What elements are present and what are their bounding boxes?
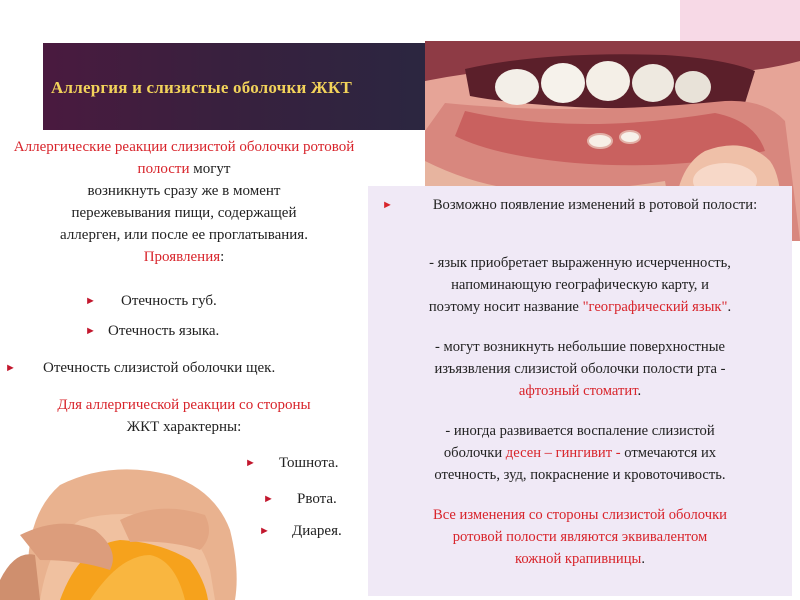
geographic-tongue-paragraph [368, 252, 792, 318]
slide-title: Аллергия и слизистые оболочки ЖКТ [51, 78, 352, 97]
manifestations-colon: : [220, 249, 225, 265]
triangle-bullet-icon: ► [259, 525, 270, 537]
triangle-bullet-icon: ► [5, 362, 16, 374]
corner-accent-strip [680, 0, 800, 41]
conclusion-period: . [641, 551, 645, 567]
gingivitis-term: десен – гингивит - [505, 445, 621, 461]
gingivitis-line-2: оболочки [443, 445, 506, 461]
oral-reaction-paragraph [0, 136, 368, 268]
aphthous-stomatitis-paragraph [368, 336, 792, 402]
title-band [43, 43, 425, 130]
oral-reaction-line-4: аллерген, или после ее проглатывания. [60, 227, 308, 243]
gingivitis-line-2-end: отмечаются их [620, 445, 717, 461]
abdominal-pain-photo [0, 460, 300, 600]
urticaria-conclusion-paragraph [368, 504, 792, 570]
geographic-tongue-period: . [727, 299, 732, 315]
oral-reaction-line-3: пережевывания пищи, содержащей [71, 205, 297, 221]
oral-reaction-text: могут [189, 161, 231, 177]
triangle-bullet-icon: ► [382, 199, 393, 211]
gi-symptom-item: ► Рвота. [276, 488, 337, 510]
conclusion-line-1: Все изменения со стороны слизистой оболочки [433, 507, 727, 523]
aphthous-period: . [637, 383, 642, 399]
oral-reaction-red-text: Аллергические реакции слизистой оболочки ротовой полости [13, 139, 355, 177]
geographic-tongue-line-1: - язык приобретает выраженную исчерченность, [429, 255, 731, 271]
gingivitis-line-1: - иногда развивается воспаление слизистой [445, 423, 715, 439]
triangle-bullet-icon: ► [245, 457, 256, 469]
geographic-tongue-term: "географический язык" [582, 299, 728, 315]
manifestation-item: ► Отечность губ. [98, 290, 217, 312]
triangle-bullet-icon: ► [85, 325, 96, 337]
abdominal-pain-illustration [0, 460, 300, 600]
oral-changes-lead: ► Возможно появление изменений в ротовой полости: [368, 194, 792, 216]
right-text-panel [368, 186, 792, 596]
aphthous-line-1: - могут возникнуть небольшие поверхностные [434, 339, 726, 355]
geographic-tongue-line-2: напоминающую географическую карту, и [451, 277, 709, 293]
triangle-bullet-icon: ► [263, 493, 274, 505]
geographic-tongue-line-3: поэтому носит название [428, 299, 583, 315]
manifestation-item: ► Отечность слизистой оболочки щек. [18, 357, 275, 379]
gingivitis-line-3: отечность, зуд, покраснение и кровоточивость. [434, 467, 726, 483]
conclusion-line-2: ротовой полости являются эквивалентом [452, 529, 708, 545]
left-text-panel [0, 130, 368, 460]
gingivitis-paragraph [368, 420, 792, 486]
manifestations-label: Проявления [143, 249, 221, 265]
aphthous-line-2: изъязвления слизистой оболочки полости рта - [434, 361, 726, 377]
triangle-bullet-icon: ► [85, 295, 96, 307]
gi-symptom-item: ► Тошнота. [258, 452, 339, 474]
gi-reaction-red-text: Для аллергической реакции со стороны [57, 397, 311, 413]
gi-reaction-text: ЖКТ характерны: [126, 419, 242, 435]
oral-reaction-line-2: возникнуть сразу же в момент [87, 183, 281, 199]
aphthous-stomatitis-term: афтозный стоматит [518, 383, 638, 399]
conclusion-line-3: кожной крапивницы [514, 551, 642, 567]
gi-reaction-paragraph [0, 394, 368, 438]
gi-symptom-item: ► Диарея. [272, 520, 342, 542]
manifestation-item: ► Отечность языка. [98, 320, 219, 342]
